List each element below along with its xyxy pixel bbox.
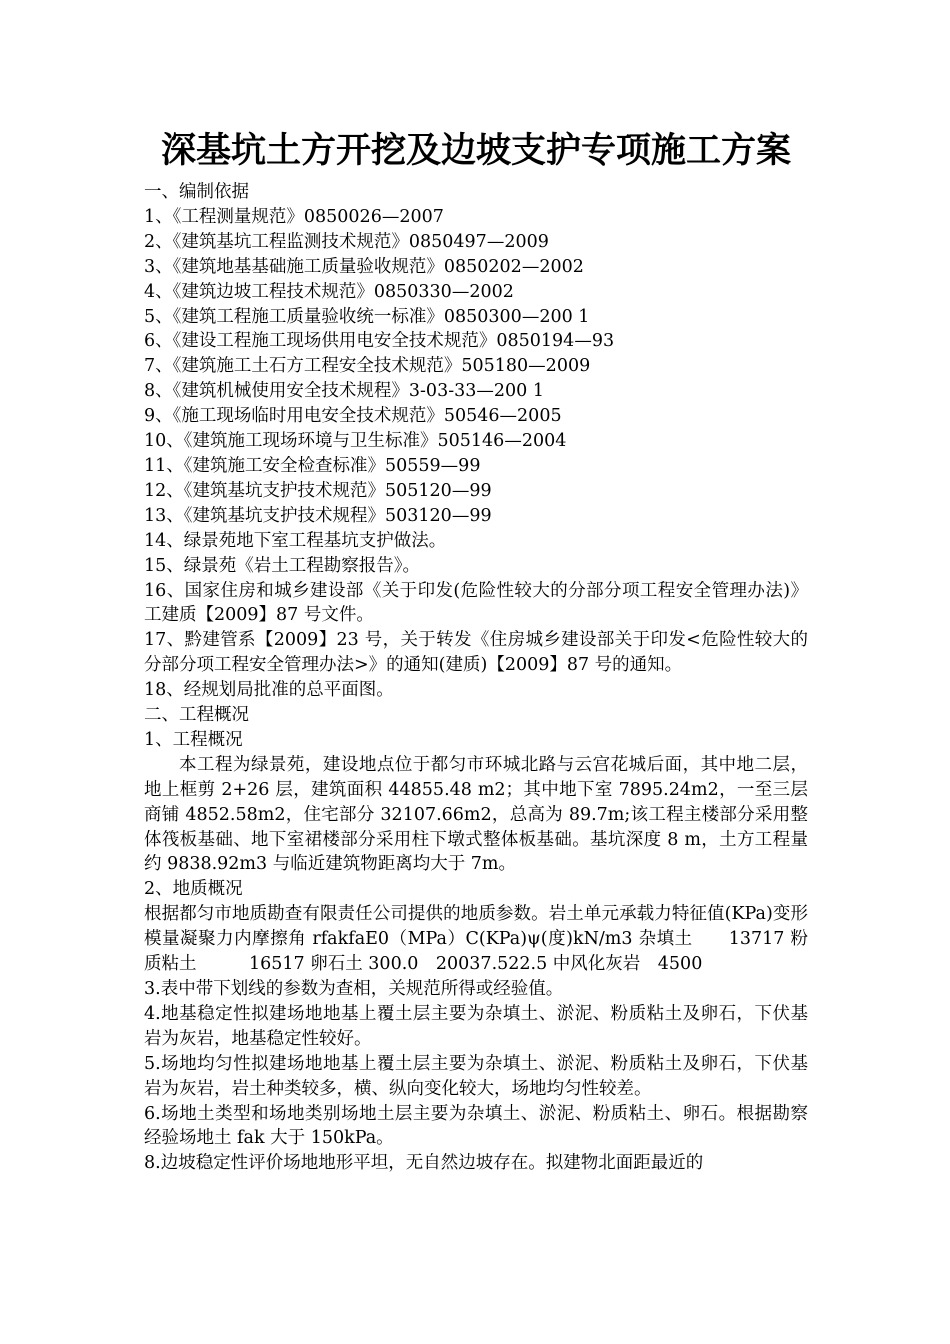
- note-item-3: 3.表中带下划线的参数为查相，关规范所得或经验值。: [144, 979, 564, 999]
- basis-item: 10、《建筑施工现场环境与卫生标准》505146—2004: [144, 431, 567, 452]
- basis-item: 14、绿景苑地下室工程基坑支护做法。: [144, 530, 447, 551]
- basis-item: 17、黔建管系【2009】23 号，关于转发《住房城乡建设部关于印发<危险性较大的分部分项工程安全管理办法>》的通知(建质)【2009】87 号的通知。: [144, 630, 808, 676]
- note-item-8: 8.边坡稳定性评价场地地形平坦，无自然边坡存在。拟建物北面距最近的: [144, 1153, 704, 1174]
- basis-item: 18、经规划局批准的总平面图。: [144, 680, 394, 701]
- basis-list: [144, 205, 808, 703]
- basis-item: 1、《工程测量规范》0850026—2007: [144, 206, 444, 227]
- basis-item: 8、《建筑机械使用安全技术规程》3-03-33—200 1: [144, 381, 544, 402]
- subsection-heading-geology: 2、地质概况: [144, 879, 243, 900]
- section-heading-overview: 二、工程概况: [144, 705, 249, 726]
- basis-item: 4、《建筑边坡工程技术规范》0850330—2002: [144, 281, 514, 302]
- document-title: 深基坑土方开挖及边坡支护专项施工方案: [160, 130, 791, 171]
- geology-paragraph: 根据都匀市地质勘查有限责任公司提供的地质参数。岩土单元承载力特征值(KPa)变形模量凝聚力内摩擦角 rfakfaE0（MPa）C(KPa)ψ(度)kN/m3 杂填土 13717 粉质粘土 16517 卵石土 300.0 20037.522.5 中风化灰岩 4500: [144, 904, 808, 975]
- basis-item: 16、国家住房和城乡建设部《关于印发(危险性较大的分部分项工程安全管理办法)》工建质【2009】87 号文件。: [144, 580, 808, 626]
- note-item-5: 5.场地均匀性拟建场地地基上覆土层主要为杂填土、淤泥、粉质粘土及卵石，下伏基岩为灰岩，岩土种类较多，横、纵向变化较大，场地均匀性较差。: [144, 1053, 808, 1099]
- basis-item: 9、《施工现场临时用电安全技术规范》50546—2005: [144, 406, 562, 427]
- basis-item: 5、《建筑工程施工质量验收统一标准》0850300—200 1: [144, 306, 590, 327]
- note-item-6: 6.场地土类型和场地类别场地土层主要为杂填土、淤泥、粉质粘土、卵石。根据勘察经验场地土 fak 大于 150kPa。: [144, 1103, 808, 1149]
- basis-item: 12、《建筑基坑支护技术规范》505120—99: [144, 480, 492, 501]
- basis-item: 11、《建筑施工安全检查标准》50559—99: [144, 455, 481, 476]
- document-page: [144, 122, 808, 1176]
- basis-item: 7、《建筑施工土石方工程安全技术规范》505180—2009: [144, 356, 591, 377]
- section-heading-basis: 一、编制依据: [144, 182, 249, 202]
- basis-item: 2、《建筑基坑工程监测技术规范》0850497—2009: [144, 231, 549, 252]
- basis-item: 6、《建设工程施工现场供用电安全技术规范》0850194—93: [144, 331, 615, 352]
- basis-item: 15、绿景苑《岩土工程勘察报告》。: [144, 555, 421, 576]
- basis-item: 13、《建筑基坑支护技术规程》503120—99: [144, 505, 492, 526]
- subsection-heading-project: 1、工程概况: [144, 729, 243, 750]
- basis-item: 3、《建筑地基基础施工质量验收规范》0850202—2002: [144, 256, 584, 277]
- note-item-4: 4.地基稳定性拟建场地地基上覆土层主要为杂填土、淤泥、粉质粘土及卵石，下伏基岩为灰岩，地基稳定性较好。: [144, 1003, 808, 1049]
- project-overview-paragraph: 本工程为绿景苑，建设地点位于都匀市环城北路与云宫花城后面，其中地二层，地上框剪 2+26 层，建筑面积 44855.48 m2；其中地下室 7895.24m2，一至三层商铺 4852.58m2，住宅部分 32107.66m2，总高为 89.7m;该工程主楼部分采用整体筏板基础、地下室裙楼部分采用柱下墩式整体板基础。基坑深度 8 m，土方工程量约 9838.92m3 与临近建筑物距离均大于 7m。: [144, 754, 808, 875]
